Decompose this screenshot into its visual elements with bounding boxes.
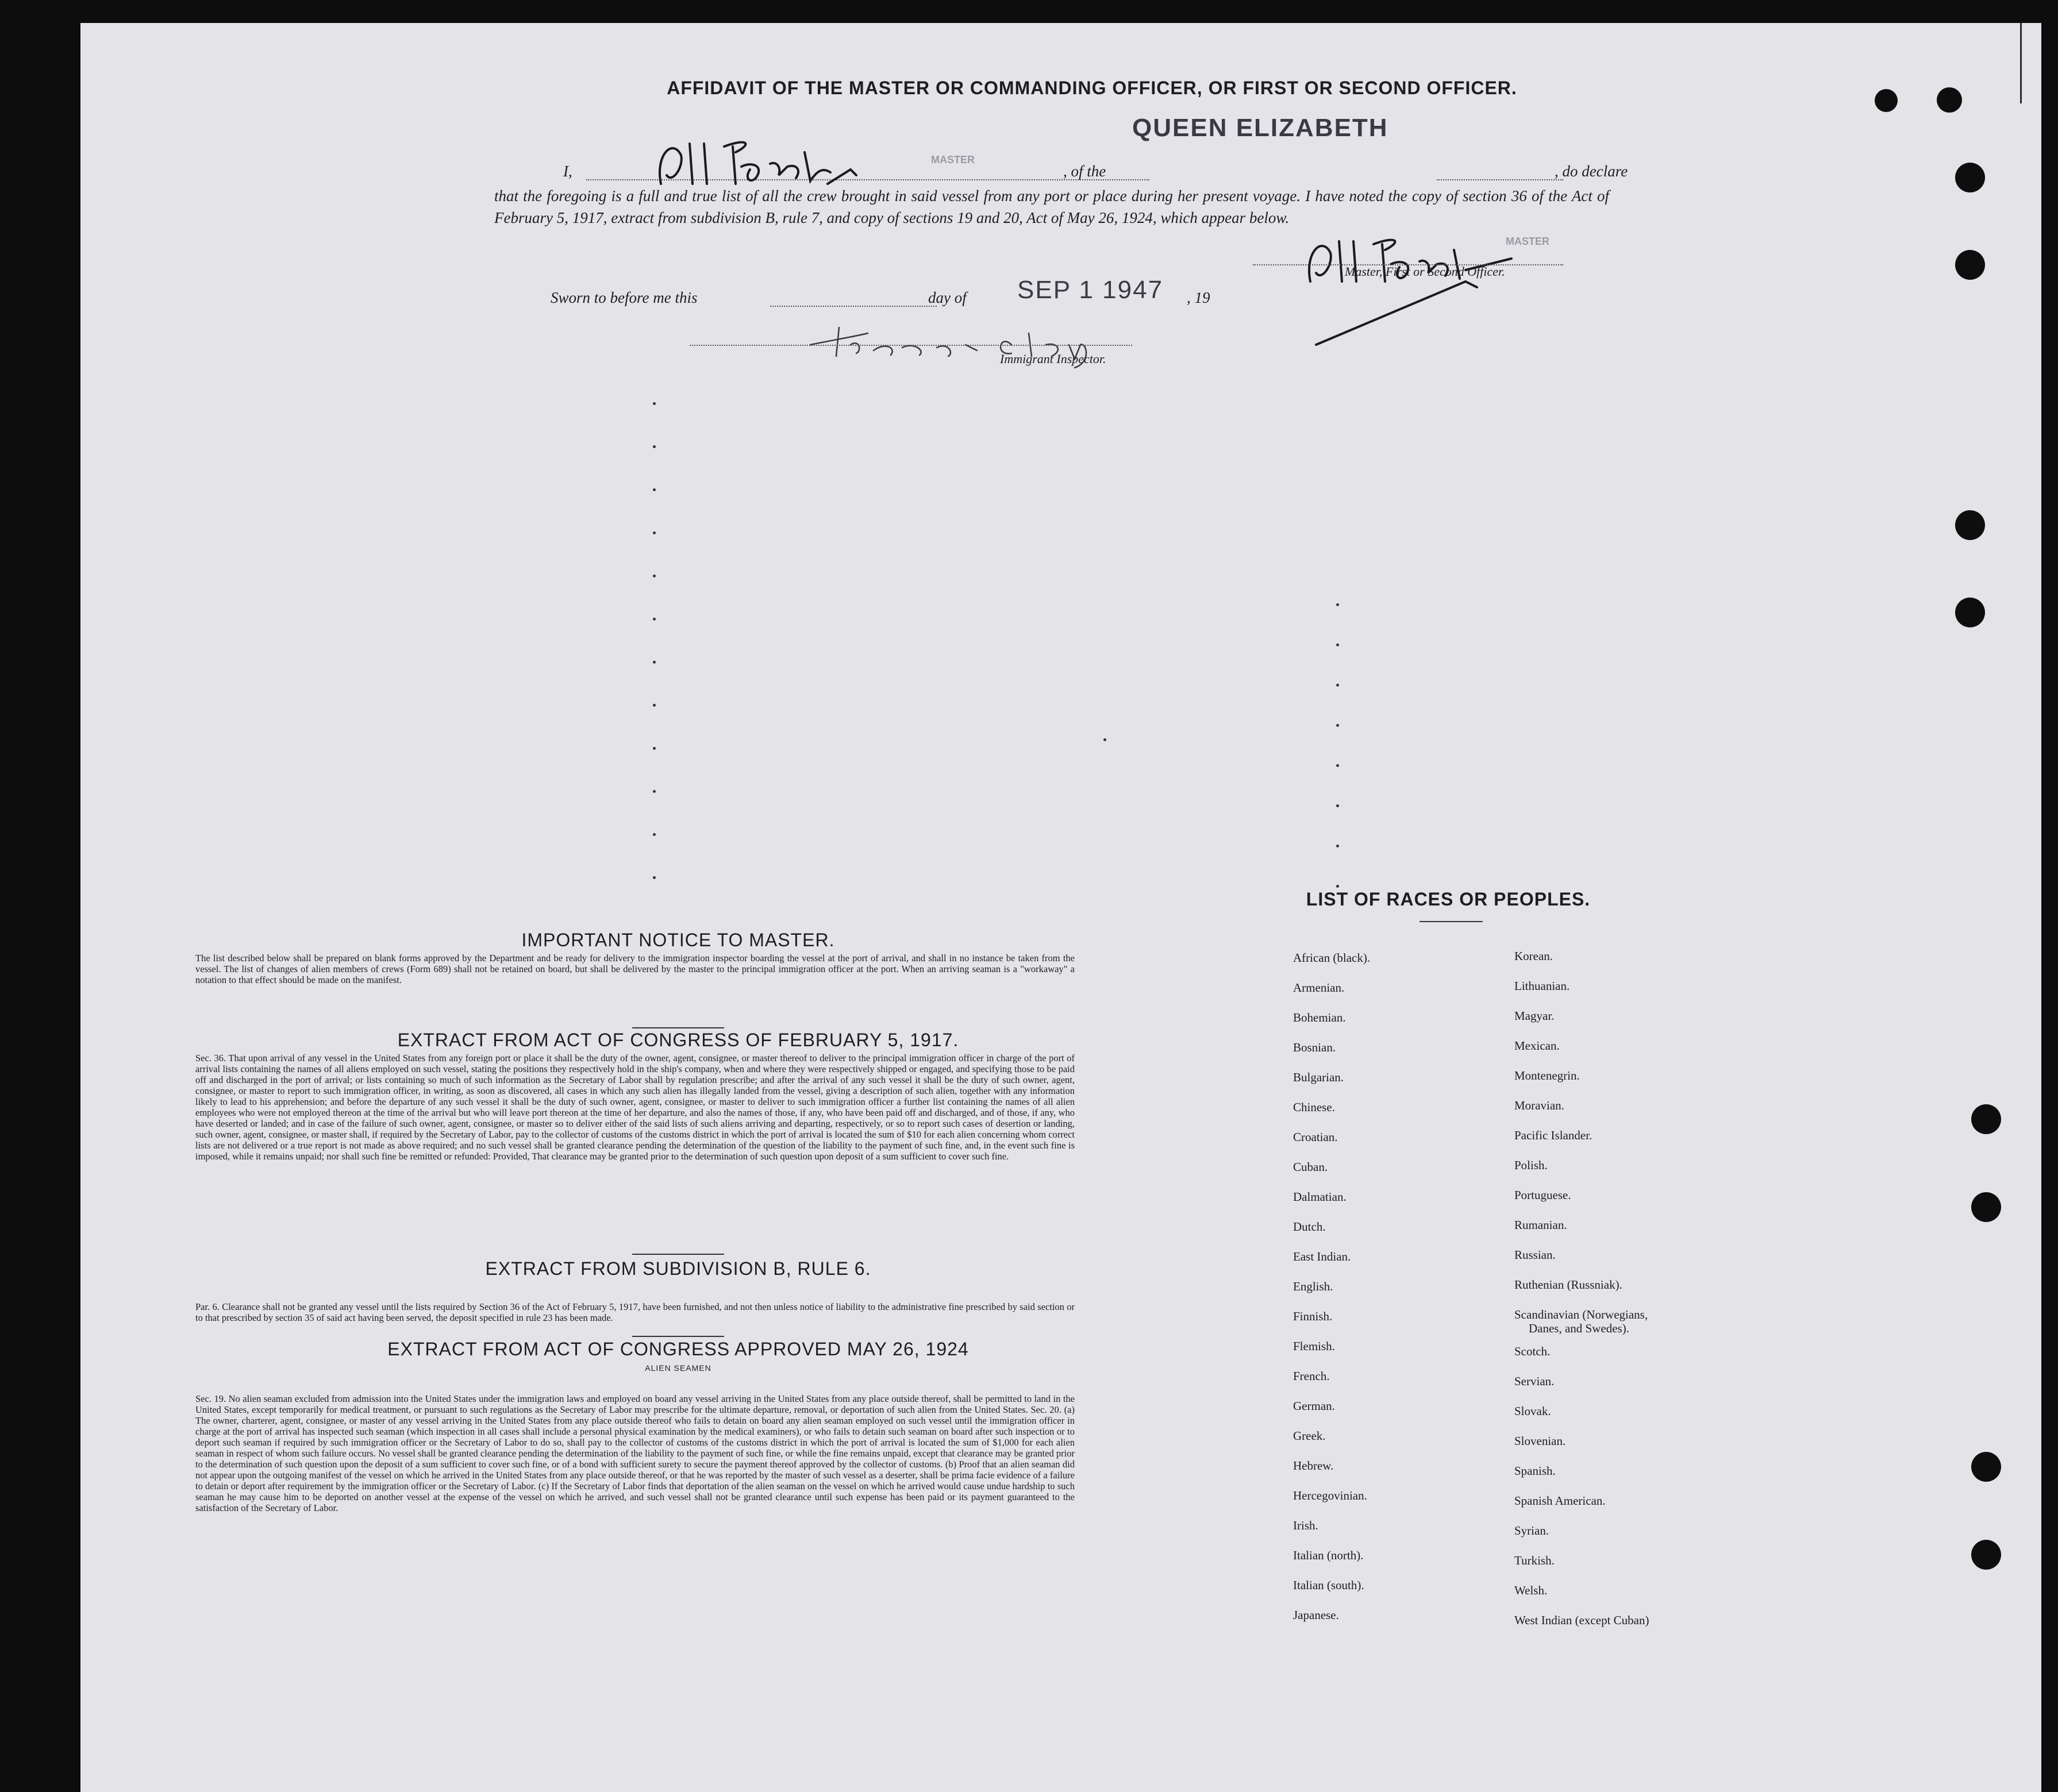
master-signature-second xyxy=(1293,218,1615,356)
race-entry: Welsh. xyxy=(1514,1583,1548,1597)
race-entry: Bohemian. xyxy=(1293,1011,1346,1024)
sworn-day-line xyxy=(770,306,937,307)
punch-hole xyxy=(1971,1452,2001,1482)
sworn-label: Sworn to before me this xyxy=(551,289,698,306)
race-entry: Irish. xyxy=(1293,1519,1318,1532)
race-entry: Dutch. xyxy=(1293,1220,1326,1234)
race-entry: Italian (north). xyxy=(1293,1548,1364,1562)
race-entry: African (black). xyxy=(1293,951,1371,965)
section-rule xyxy=(632,1336,724,1337)
race-entry: Finnish. xyxy=(1293,1309,1333,1323)
races-title-rule xyxy=(1420,921,1483,922)
race-entry: Scotch. xyxy=(1514,1344,1551,1358)
race-entry: Italian (south). xyxy=(1293,1578,1364,1592)
important-notice-title: IMPORTANT NOTICE TO MASTER. xyxy=(521,930,835,950)
race-entry: Mexican. xyxy=(1514,1039,1560,1053)
race-entry: Slovak. xyxy=(1514,1404,1551,1418)
punch-hole xyxy=(1971,1104,2001,1134)
race-entry: Russian. xyxy=(1514,1248,1556,1262)
race-entry: Pacific Islander. xyxy=(1514,1128,1592,1142)
act-1924-text: Sec. 19. No alien seaman excluded from admission into the United States under the immigration laws and employed on board any vessel arriving in the United States from any place outside thereof, shall be permitted to land in the United States, except temporarily for medical treatment, or pursuant to such regulations as the Secretary of Labor may prescribe for the ultimate departure, removal, or deportation of such alien from the United States. Sec. 20. (a) The owner, charterer, agent, consignee, or master of any vessel arriving in the United States from any place outside thereof who fails to detain on board any alien seaman employed on such vessel until the immigration officer in charge at the port of arrival has inspected such seaman (which inspection in all cases shall include a personal physical examination by the medical examiners), or who fails to detain such seaman on board after such inspection or to deport such seaman if required by such immigration officer or the Secretary of Labor to do so, shall pay to the collector of customs of the customs district in which the port of arrival is located the sum of $1,000 for each alien seaman in respect of whom such failure occurs. No vessel shall be granted clearance pending the determination of the liability to the payment of such fine, or while the fine remains unpaid, except that clearance may be granted prior to the determination of such question upon the deposit of a sum sufficient to cover such fine, or of a bond with sufficient surety to secure the payment thereof approved by the collector of customs. (b) Proof that an alien seaman did not appear upon the outgoing manifest of the vessel on which he arrived in the United States from any place outside thereof, or that he was reported by the master of such vessel as a deserter, shall be prima facie evidence of a failure to detain or deport after requirement by the immigration officer or the Secretary of Labor. (c) If the Secretary of Labor finds that deportation of the alien seaman on the vessel on which he arrived would cause undue hardship to such seaman he may cause him to be deported on another vessel at the expense of the vessel on which he arrived, and such vessel shall not be granted clearance until such expense has been paid or its payment guaranteed to the satisfaction of the Secretary of Labor. xyxy=(195,1393,1075,1513)
act-1924-subtitle: ALIEN SEAMEN xyxy=(645,1363,711,1373)
race-entry: Rumanian. xyxy=(1514,1218,1567,1232)
race-entry: Montenegrin. xyxy=(1514,1069,1580,1082)
race-entry: Danes, and Swedes). xyxy=(1529,1321,1629,1335)
master-caption: Master, First or Second Officer. xyxy=(1345,264,1505,279)
do-declare-label: , do declare xyxy=(1555,163,1628,180)
race-entry: East Indian. xyxy=(1293,1250,1351,1263)
declaration-body: that the foregoing is a full and true list of all the crew brought in said vessel from any port or place during her present voyage. I have noted the copy of section 36 of the Act of February 5, 1917, extract from subdivision B, rule 7, and copy of sections 19 and 20, Act of May 26, 1924, which appear below. xyxy=(494,187,1609,226)
race-entry: Slovenian. xyxy=(1514,1434,1566,1448)
page-edge-mark xyxy=(2020,23,2022,103)
race-entry: Ruthenian (Russniak). xyxy=(1514,1278,1622,1292)
act-1924-title: EXTRACT FROM ACT OF CONGRESS APPROVED MAY 26, 1924 xyxy=(387,1339,969,1359)
date-stamp: SEP 1 1947 xyxy=(1017,276,1164,304)
act-1917-text: Sec. 36. That upon arrival of any vessel in the United States from any foreign port or place it shall be the duty of the owner, agent, consignee, or master thereof to deliver to the principal immigration officer in charge of the port of arrival lists containing the names of all aliens employed on such vessel, stating the positions they respectively hold in the ship's company, when and where they were respectively shipped or engaged, and specifying those to be paid off and discharged in the port of arrival; or lists containing so much of such information as the Secretary of Labor shall by regulation prescribe; and after the arrival of any such vessel it shall be the duty of such owner, agent, consignee, or master to report to such immigration officer, in writing, as soon as discovered, all cases in which any such alien has illegally landed from the vessel, giving a description of such alien, together with any information likely to lead to his apprehension; and before the departure of any such vessel it shall be the duty of such owner, agent, consignee, or master to deliver to such immigration officer a further list containing the names of all alien employees who were not employed thereon at the time of the arrival but who will leave port thereon at the time of her departure, and also the names of those, if any, who have been paid off and discharged, and of those, if any, who have deserted or landed; and in case of the failure of such owner, agent, consignee, or master so to deliver either of the said lists of such aliens arriving and departing, respectively, or so to report such cases of desertion or landing, such owner, agent, consignee, or master shall, if required by the Secretary of Labor, pay to the collector of customs of the customs district in which the port of arrival is located the sum of $10 for each alien concerning whom correct lists are not delivered or a true report is not made as above required; and no such vessel shall be granted clearance pending the determination of the question of the liability to the payment of such fine, and, in the event such fine is imposed, while it remains unpaid; nor shall such fine be remitted or refunded: Provided, That clearance may be granted prior to the determination of such question upon deposit of a sum sufficient to cover such fine. xyxy=(195,1053,1075,1162)
race-entry: Hercegovinian. xyxy=(1293,1489,1367,1502)
rule-6-title: EXTRACT FROM SUBDIVISION B, RULE 6. xyxy=(485,1258,871,1279)
race-entry: Croatian. xyxy=(1293,1130,1338,1144)
section-rule xyxy=(632,1254,724,1255)
race-entry: Greek. xyxy=(1293,1429,1326,1443)
punch-hole xyxy=(1955,163,1985,192)
race-entry: Bulgarian. xyxy=(1293,1070,1344,1084)
race-entry: Servian. xyxy=(1514,1374,1555,1388)
inspector-caption: Immigrant Inspector. xyxy=(1000,352,1106,366)
of-the-label: , of the xyxy=(1063,163,1106,180)
race-entry: Cuban. xyxy=(1293,1160,1328,1174)
race-entry: Portuguese. xyxy=(1514,1188,1571,1202)
race-entry: West Indian (except Cuban) xyxy=(1514,1613,1649,1627)
ship-name: QUEEN ELIZABETH xyxy=(1132,114,1388,142)
race-entry: English. xyxy=(1293,1280,1333,1293)
race-entry: Bosnian. xyxy=(1293,1040,1336,1054)
race-entry: Japanese. xyxy=(1293,1608,1339,1622)
punch-hole xyxy=(1971,1192,2001,1222)
punch-hole xyxy=(1875,89,1898,112)
race-entry: German. xyxy=(1293,1399,1335,1413)
important-notice-text: The list described below shall be prepared on blank forms approved by the Department and be ready for delivery to the immigration inspector boarding the vessel at the port of arrival, and shall in no instance be taken from the vessel. The list of changes of alien members of crews (Form 689) shall not be retained on board, but shall be delivered by the master to the principal immigration officer at the port. When an arriving seaman is a "workaway" a notation to that effect should be made on the manifest. xyxy=(195,953,1075,985)
race-entry: Moravian. xyxy=(1514,1099,1564,1112)
inspector-line xyxy=(690,345,1132,346)
declarant-label: I, xyxy=(563,163,572,180)
act-1917-title: EXTRACT FROM ACT OF CONGRESS OF FEBRUARY 5, 1917. xyxy=(397,1030,959,1050)
document-page xyxy=(80,23,2041,1792)
master-stamp: MASTER xyxy=(931,154,975,165)
day-of-label: day of xyxy=(928,289,967,306)
race-entry: Lithuanian. xyxy=(1514,979,1570,993)
master-stamp-second: MASTER xyxy=(1506,236,1549,247)
race-entry: Turkish. xyxy=(1514,1554,1555,1567)
rule-6-text: Par. 6. Clearance shall not be granted any vessel until the lists required by Section 36 of the Act of February 5, 1917, have been furnished, and not then unless notice of liability to the administrative fine prescribed by said section or to that prescribed by section 35 of said act having been served, the deposit specified in rule 23 has been made. xyxy=(195,1301,1075,1323)
race-entry: Syrian. xyxy=(1514,1524,1549,1537)
punch-hole xyxy=(1955,598,1985,627)
punch-hole xyxy=(1971,1540,2001,1570)
races-title: LIST OF RACES OR PEOPLES. xyxy=(1306,889,1591,910)
year-suffix: , 19 xyxy=(1187,289,1210,306)
ship-line-tail xyxy=(1437,179,1563,180)
punch-hole xyxy=(1937,87,1962,113)
affidavit-title: AFFIDAVIT OF THE MASTER OR COMMANDING OFFICER, OR FIRST OR SECOND OFFICER. xyxy=(667,78,1517,98)
race-entry: Magyar. xyxy=(1514,1009,1555,1023)
punch-hole xyxy=(1955,510,1985,540)
section-rule xyxy=(632,1027,724,1028)
race-entry: Scandinavian (Norwegians, xyxy=(1514,1308,1648,1321)
race-entry: Flemish. xyxy=(1293,1339,1335,1353)
race-entry: Polish. xyxy=(1514,1158,1548,1172)
race-entry: Chinese. xyxy=(1293,1100,1335,1114)
race-entry: Dalmatian. xyxy=(1293,1190,1347,1204)
race-entry: French. xyxy=(1293,1369,1330,1383)
race-entry: Hebrew. xyxy=(1293,1459,1334,1473)
race-entry: Spanish American. xyxy=(1514,1494,1606,1508)
race-entry: Armenian. xyxy=(1293,981,1345,995)
race-entry: Spanish. xyxy=(1514,1464,1556,1478)
punch-hole xyxy=(1955,250,1985,280)
race-entry: Korean. xyxy=(1514,949,1553,963)
